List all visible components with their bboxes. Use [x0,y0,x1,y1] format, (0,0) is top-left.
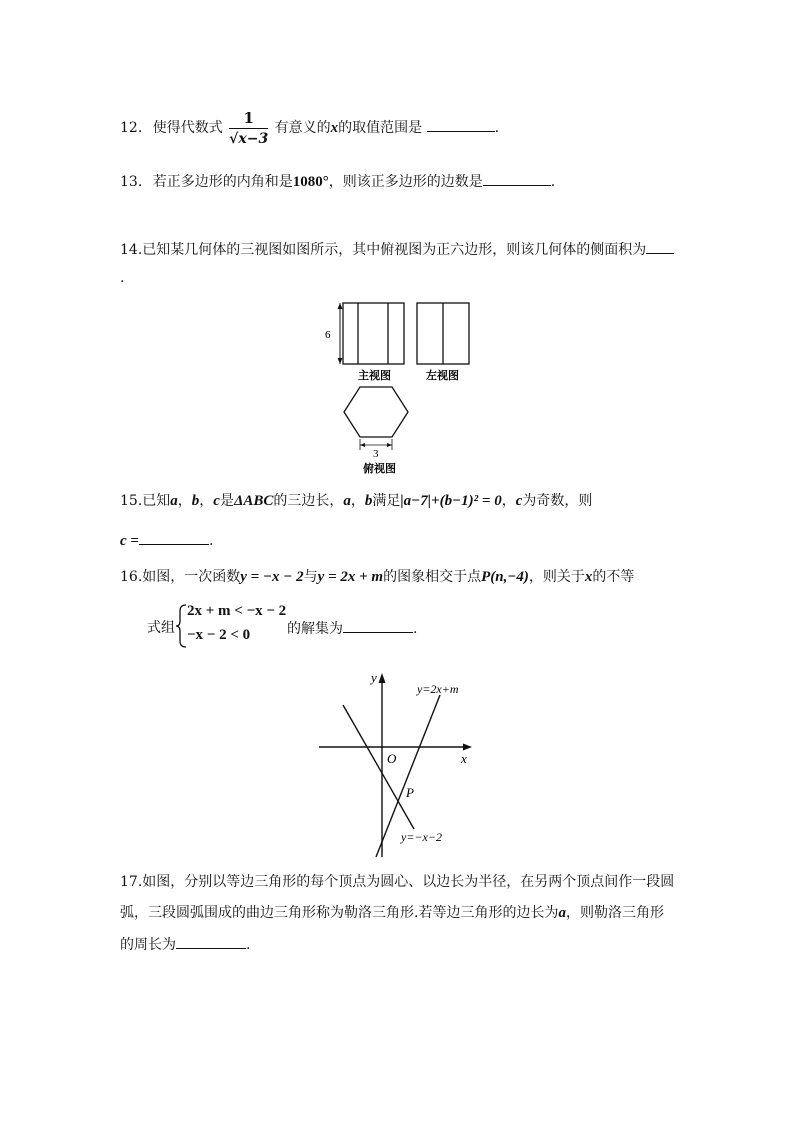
height-arrow-top [338,303,343,309]
q14-end: . [120,270,125,286]
q13-text-1: 若正多边形的内角和是 [152,174,293,190]
q15-sep-1: ， [177,493,192,509]
q15-answer-line [120,530,213,551]
q15-var-c: c [213,493,220,509]
height-label: 6 [325,329,331,341]
question-16 [120,567,634,587]
origin-label: O [387,751,397,766]
q17-text-2a: 弧，三段圆弧围成的曲边三角形称为勒洛三角形.若等边三角形的边长为 [120,905,559,921]
q17-line-3 [120,934,250,955]
question-12 [120,108,499,148]
q16-function-2: y = 2x + m [317,569,384,585]
q13-end: . [550,174,556,190]
line1-label: y=2x+m [417,682,459,696]
q15-text-2: 是 [219,493,234,509]
q16-answer-blank[interactable] [343,618,413,633]
question-15 [120,491,592,511]
line2-label: y=−x−2 [401,830,442,844]
q12-fraction [229,109,268,148]
three-view-figure [318,298,478,480]
q17-line-1: 17.如图，分别以等边三角形的每个顶点为圆心、以边长为半径，在另两个顶点间作一段圆 [120,874,675,890]
q17-var-a: a [558,905,566,921]
height-arrow-bottom [338,358,343,364]
q16-point: P(n,−4) [481,569,529,585]
q15-triangle: ΔABC [233,493,274,509]
x-axis-label: x [461,751,467,766]
q16-system-brace [175,604,187,648]
width-label: 3 [373,448,379,460]
q15-text-5: 为奇数，则 [522,493,593,509]
q17-end: . [246,937,251,953]
q16-text-5: 的不等 [592,569,635,585]
y-axis-arrow [379,673,386,683]
q15-var-a-2: a [343,493,351,509]
x-axis-arrow [463,744,472,751]
q15-equation: |a−7|+(b−1)² = 0 [400,493,502,509]
q12-frac-denominator: √x−3 [229,130,269,147]
q16-inequality-1: 2x + m < −x − 2 [187,603,287,619]
q13-text-2: ，则该正多边形的边数是 [328,174,483,190]
top-view-label: 俯视图 [363,463,396,475]
q15-text-1: 15.已知 [120,493,171,509]
q14-text: 14.已知某几何体的三视图如图所示，其中俯视图为正六边形，则该几何体的侧面积为 [120,242,647,258]
q15-answer-blank[interactable] [139,530,209,545]
q16-graph [314,665,484,865]
front-view-label: 主视图 [358,370,391,382]
q13-number: 13. [120,174,143,190]
left-view-label: 左视图 [426,370,459,382]
question-13 [120,171,555,192]
q12-text-2: 有意义的 [274,120,331,136]
line-y-neg-x-minus-2 [343,705,414,829]
q16-text-3: 的图象相交于点 [383,569,482,585]
q12-number: 12. [120,120,143,136]
q15-sep-3: ， [350,493,365,509]
q12-var: x [330,120,339,136]
q17-answer-blank[interactable] [176,934,246,949]
q12-frac-numerator: 1 [229,109,268,129]
q16-var-x: x [584,569,593,585]
q12-answer-blank[interactable] [427,117,495,132]
q17-text-2b: ，则勒洛三角形 [565,905,664,921]
point-p-label: P [406,785,414,800]
q15-sep-4: ， [501,493,516,509]
y-axis-label: y [371,670,377,685]
q16-text-2: 与 [303,569,318,585]
q16-inequality-2: −x − 2 < 0 [187,627,251,643]
q15-sep-2: ， [199,493,214,509]
q16-function-1: y = −x − 2 [240,569,304,585]
q12-end: . [494,120,500,136]
question-14 [120,239,674,260]
q17-line-2 [120,903,664,923]
width-arrow-left [360,443,365,447]
q16-answer-line [287,618,417,639]
width-arrow-right [387,443,392,447]
q16-text-1: 16.如图，一次函数 [120,569,241,585]
top-view-hexagon [344,387,408,437]
q15-c-equals: c = [120,533,139,549]
q15-end: . [208,533,214,549]
q15-var-c-2: c [515,493,523,509]
q14-answer-blank[interactable] [646,239,674,254]
front-view [343,303,404,364]
q12-text-1: 使得代数式 [152,120,223,136]
q15-var-a: a [170,493,178,509]
q15-var-b-2: b [364,493,373,509]
q16-end: . [413,621,418,637]
q15-text-4: 满足 [372,493,401,509]
q13-answer-blank[interactable] [483,171,551,186]
q17-text-3: 的周长为 [120,937,176,953]
q16-text-4: ，则关于 [528,569,585,585]
q16-text-6: 式组 [147,620,175,636]
q16-text-7: 的解集为 [287,621,343,637]
q15-var-b: b [191,493,200,509]
q12-text-3: 的取值范围是 [338,120,423,136]
q15-text-3: 的三边长， [273,493,344,509]
q13-angle: 1080° [292,174,329,190]
